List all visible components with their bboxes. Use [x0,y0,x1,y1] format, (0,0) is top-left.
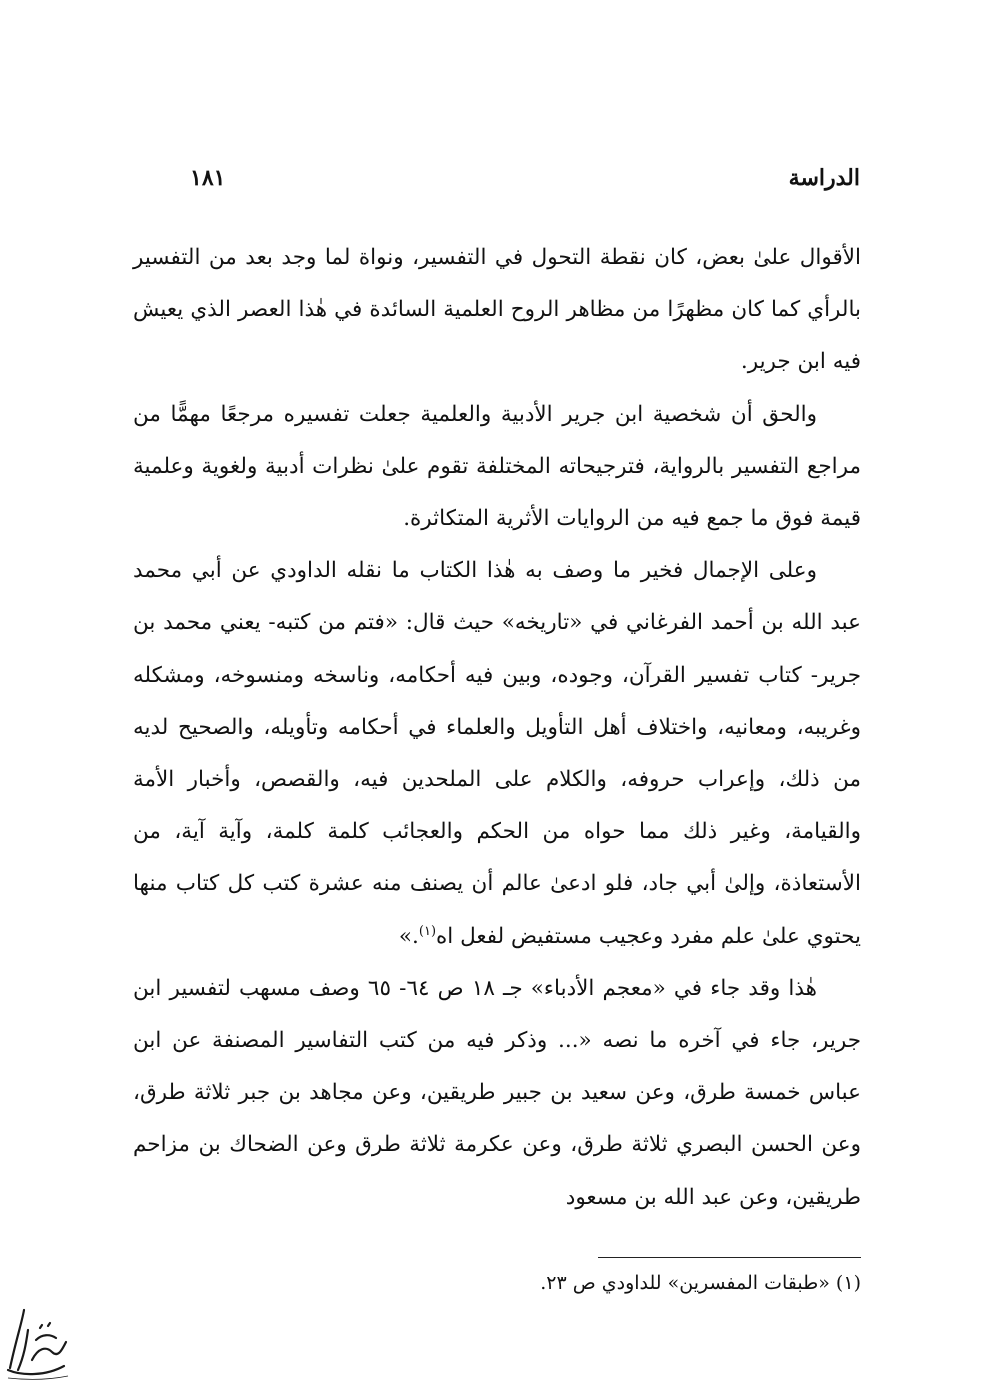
paragraph-dawudi-quote: وعلى الإجمال فخير ما وصف به هٰذا الكتاب ما نقله الداودي عن أبي محمد عبد الله بن أحمد الفرغاني في «تاريخه» حيث قال: «فتم من كتبه- يعني محمد بن جرير- كتاب تفسير القرآن، وجوده، وبين فيه أحكامه، وناسخه ومنسوخه، ومشكله وغريبه، ومعانيه، واختلاف أهل التأويل والعلماء في أحكامه وتأويله، والصحيح لديه من ذلك، وإعراب حروفه، والكلام على الملحدين فيه، والقصص، وأخبار الأمة والقيامة، وغير ذلك مما حواه من الحكم والعجائب كلمة كلمة، وآية آية، من الأستعاذة، وإلىٰ أبي جاد، فلو ادعىٰ عالم أن يصنف منه عشرة كتب كل كتاب منها يحتوي علىٰ علم مفرد وعجيب مستفيض لفعل اه$^{(١)}$.» [133,558,861,949]
running-title: الدراسة [788,165,860,191]
paragraph-continuation: الأقوال علىٰ بعض، كان نقطة التحول في التفسير، ونواة لما وجد بعد من التفسير بالرأي كما كان مظهرًا من مظاهر الروح العلمية السائدة في هٰذا العصر الذي يعيش فيه ابن جرير. [133,245,861,375]
paragraph-tabari-personality: والحق أن شخصية ابن جرير الأدبية والعلمية جعلت تفسيره مرجعًا مهمًّا من مراجع التفسير بالرواية، فترجيحاته المختلفة تقوم علىٰ نظرات أدبية ولغوية وعلمية قيمة فوق ما جمع فيه من الروايات الأثرية المتكاثرة. [133,401,861,532]
footnote: (١) «طبقات المفسرين» للداودي ص ٢٣. [540,1272,861,1294]
body-text [133,232,861,1224]
calligraphy-logo [2,1300,72,1382]
paragraph-mujam-udaba: هٰذا وقد جاء في «معجم الأدباء» جـ ١٨ ص ٦٤- ٦٥ وصف مسهب لتفسير ابن جرير، جاء في آخره ما نصه «... وذكر فيه من كتب التفاسير المصنفة عن ابن عباس خمسة طرق، وعن سعيد بن جبير طريقين، وعن مجاهد بن جبر ثلاثة طرق، وعن الحسن البصري ثلاثة طرق، وعن عكرمة ثلاثة طرق وعن الضحاك بن مزاحم طريقين، وعن عبد الله بن مسعود [133,975,861,1210]
page-number: ١٨١ [190,165,226,191]
footnote-divider [598,1257,861,1258]
footnote-reference[interactable]: (١) [418,923,437,939]
dawudi-quote-text: وعلى الإجمال فخير ما وصف به هٰذا الكتاب ما نقله الداودي عن أبي محمد عبد الله بن أحمد الفرغاني في «تاريخه» حيث قال: «فتم من كتبه- يعني محمد بن جرير- كتاب تفسير القرآن، وجوده، وبين فيه أحكامه، وناسخه ومنسوخه، ومشكله وغريبه، ومعانيه، واختلاف أهل التأويل والعلماء في أحكامه وتأويله، والصحيح لديه من ذلك، وإعراب حروفه، والكلام على الملحدين فيه، والقصص، وأخبار الأمة والقيامة، وغير ذلك مما حواه من الحكم والعجائب كلمة كلمة، وآية آية، من الأستعاذة، وإلىٰ أبي جاد، فلو ادعىٰ عالم أن يصنف منه عشرة كتب كل كتاب منها يحتوي علىٰ علم مفرد وعجيب مستفيض لفعل اه [133,558,861,949]
page-header [190,165,860,205]
